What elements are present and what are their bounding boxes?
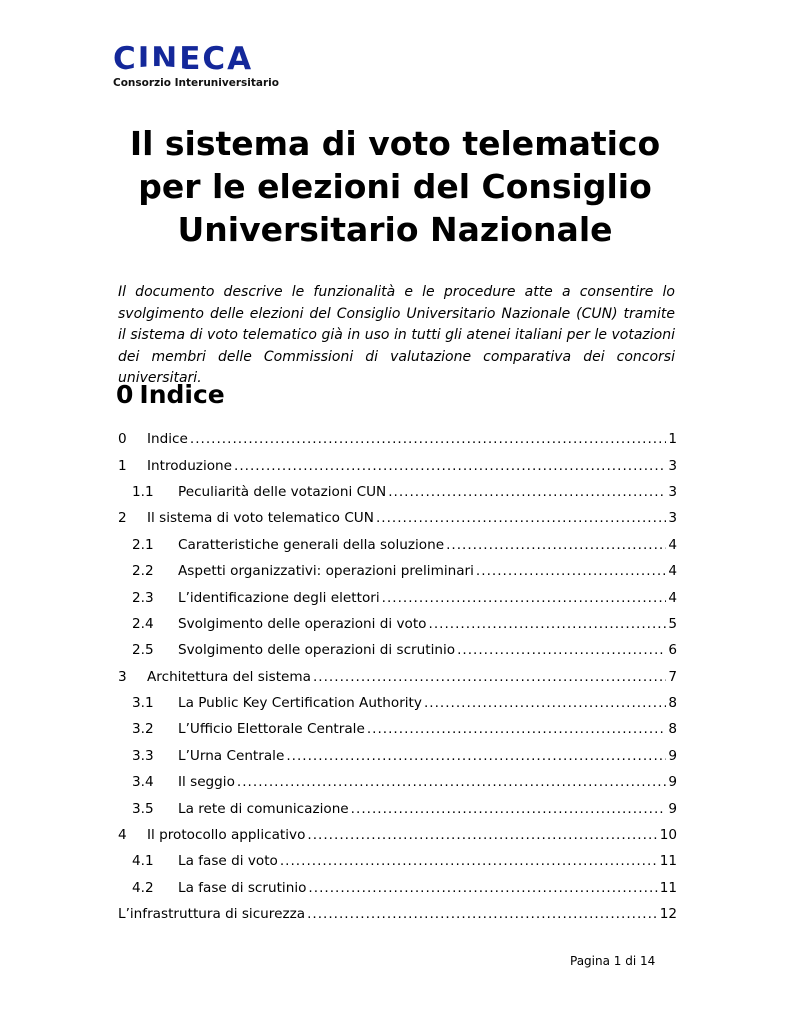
toc-entry-page: 3: [668, 483, 677, 500]
toc-leader-dots: [307, 827, 657, 843]
toc-entry-page: 9: [668, 800, 677, 817]
toc-entry-number: 2.1: [132, 536, 154, 553]
toc-entry-number: 3.4: [132, 774, 154, 791]
toc-entry-number: 3.5: [132, 800, 154, 817]
toc-leader-dots: [286, 748, 666, 764]
toc-entry-page: 1: [668, 431, 677, 448]
title-line: Universitario Nazionale: [177, 210, 613, 249]
toc-entry-label: Svolgimento delle operazioni di scrutinio: [178, 642, 456, 659]
toc-entry-page: 10: [659, 827, 677, 844]
toc-entry-label: Architettura del sistema: [147, 668, 311, 685]
toc-entry-label: Il sistema di voto telematico CUN: [147, 510, 374, 527]
toc-heading: [116, 380, 225, 409]
toc-entry-number: 3.2: [132, 721, 154, 738]
toc-entry-page: 4: [668, 536, 677, 553]
table-of-contents: [118, 426, 677, 927]
toc-entry-label: Aspetti organizzativi: operazioni preliminari: [178, 563, 474, 580]
toc-entry-label: Peculiarità delle votazioni CUN: [178, 483, 387, 500]
toc-entry-page: 9: [668, 774, 677, 791]
toc-leader-dots: [367, 721, 667, 737]
toc-entry-page: 4: [668, 589, 677, 606]
toc-entry-number: 3.3: [132, 747, 154, 764]
toc-entry-number: 2.2: [132, 563, 154, 580]
toc-entry-page: 12: [659, 906, 677, 923]
toc-entry-number: 1: [118, 457, 127, 474]
title-line: Il sistema di voto telematico: [129, 124, 661, 163]
toc-leader-dots: [446, 537, 666, 553]
toc-entry[interactable]: [118, 479, 677, 505]
toc-entry-number: 2.3: [132, 589, 154, 606]
toc-entry[interactable]: [118, 584, 677, 610]
toc-entry-page: 11: [659, 853, 677, 870]
toc-entry[interactable]: [118, 822, 677, 848]
toc-leader-dots: [313, 669, 666, 685]
toc-entry-number: 4.1: [132, 853, 154, 870]
toc-entry-label: La fase di scrutinio: [178, 879, 307, 896]
toc-entry-page: 5: [668, 615, 677, 632]
toc-leader-dots: [476, 563, 666, 579]
toc-entry-label: L’Urna Centrale: [178, 747, 285, 764]
toc-entry[interactable]: [118, 558, 677, 584]
toc-entry[interactable]: [118, 743, 677, 769]
toc-leader-dots: [307, 906, 658, 922]
toc-entry[interactable]: [118, 901, 677, 927]
toc-leader-dots: [388, 484, 666, 500]
toc-entry-label: Indice: [147, 431, 188, 448]
toc-entry-page: 3: [668, 457, 677, 474]
toc-leader-dots: [190, 431, 666, 447]
toc-entry-label: L’Ufficio Elettorale Centrale: [178, 721, 365, 738]
toc-entry-label: Introduzione: [147, 457, 233, 474]
abstract: Il documento descrive le funzionalità e le procedure atte a consentire lo svolgimento delle elezioni del Consiglio Universitario Nazionale (CUN) tramite il sistema di voto telematico già in uso in tutti gli atenei italiani per le votazioni dei membri delle Commissioni di valutazione comparativa dei concorsi universitari.: [118, 284, 675, 386]
toc-entry[interactable]: [118, 716, 677, 742]
toc-entry-number: 1.1: [132, 483, 154, 500]
toc-entry-label: L’identificazione degli elettori: [178, 589, 380, 606]
toc-entry[interactable]: [118, 452, 677, 478]
toc-leader-dots: [429, 616, 667, 632]
toc-leader-dots: [457, 642, 666, 658]
toc-entry-page: 8: [668, 721, 677, 738]
toc-entry[interactable]: [118, 690, 677, 716]
toc-leader-dots: [424, 695, 666, 711]
toc-heading-text: Indice: [139, 380, 225, 409]
toc-entry-page: 3: [668, 510, 677, 527]
toc-entry[interactable]: [118, 848, 677, 874]
toc-entry[interactable]: [118, 505, 677, 531]
toc-entry[interactable]: [118, 611, 677, 637]
toc-entry-page: 6: [668, 642, 677, 659]
toc-entry-number: 3: [118, 668, 127, 685]
toc-entry-number: 3.1: [132, 695, 154, 712]
toc-entry[interactable]: [118, 426, 677, 452]
title-line: per le elezioni del Consiglio: [138, 167, 652, 206]
toc-entry-number: 4: [118, 827, 127, 844]
toc-entry-label: La Public Key Certification Authority: [178, 695, 422, 712]
toc-entry-number: 4.2: [132, 879, 154, 896]
cineca-logo: [113, 41, 279, 89]
document-title: [100, 122, 690, 251]
toc-entry-label: L’infrastruttura di sicurezza: [118, 906, 306, 923]
logo-subtitle: Consorzio Interuniversitario: [113, 77, 279, 89]
toc-heading-number: 0: [116, 380, 134, 409]
toc-leader-dots: [376, 510, 666, 526]
toc-leader-dots: [308, 880, 657, 896]
toc-entry-page: 11: [659, 879, 677, 896]
toc-leader-dots: [351, 801, 667, 817]
toc-entry-label: La fase di voto: [178, 853, 278, 870]
toc-entry-page: 4: [668, 563, 677, 580]
toc-entry-label: Svolgimento delle operazioni di voto: [178, 615, 427, 632]
page-footer: Pagina 1 di 14: [570, 954, 656, 968]
toc-entry-number: 2: [118, 510, 127, 527]
toc-entry-label: La rete di comunicazione: [178, 800, 349, 817]
toc-leader-dots: [382, 590, 667, 606]
toc-leader-dots: [237, 774, 666, 790]
toc-entry[interactable]: [118, 769, 677, 795]
toc-entry-label: Caratteristiche generali della soluzione: [178, 536, 445, 553]
toc-entry-label: Il seggio: [178, 774, 235, 791]
toc-leader-dots: [234, 458, 666, 474]
toc-entry[interactable]: [118, 637, 677, 663]
toc-entry[interactable]: [118, 532, 677, 558]
toc-entry-number: 2.5: [132, 642, 154, 659]
toc-entry-page: 8: [668, 695, 677, 712]
toc-entry[interactable]: [118, 875, 677, 901]
toc-entry[interactable]: [118, 795, 677, 821]
toc-entry-number: 0: [118, 431, 127, 448]
logo-name: CINECA: [113, 41, 254, 77]
toc-leader-dots: [280, 853, 658, 869]
toc-entry-number: 2.4: [132, 615, 154, 632]
logo-wave-icon: [113, 64, 263, 78]
toc-entry[interactable]: [118, 664, 677, 690]
toc-entry-page: 9: [668, 747, 677, 764]
toc-entry-label: Il protocollo applicativo: [147, 827, 306, 844]
toc-entry-page: 7: [668, 668, 677, 685]
logo-wordmark: [113, 41, 273, 77]
